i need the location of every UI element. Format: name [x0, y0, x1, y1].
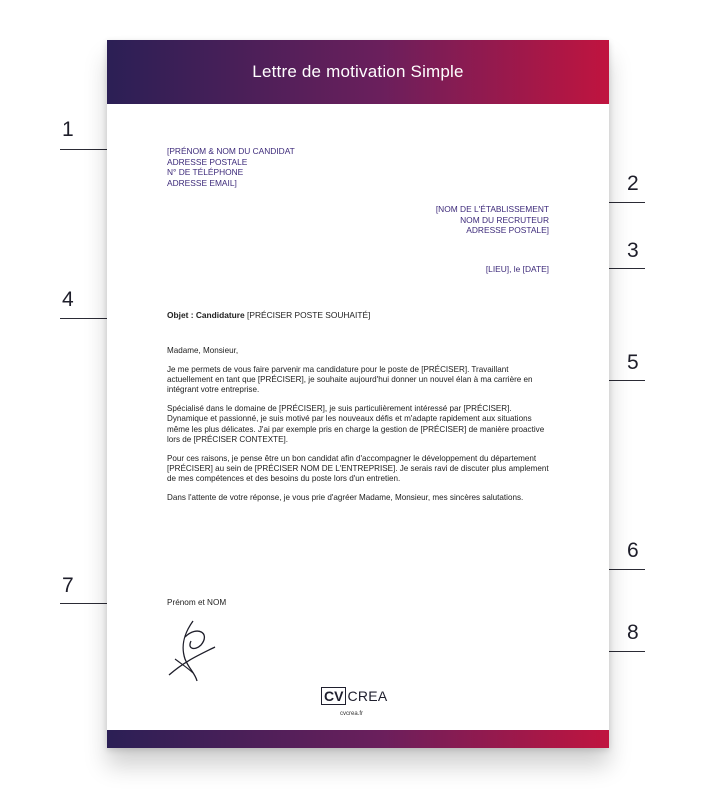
logo-url: cvcrea.fr: [340, 711, 364, 717]
paragraph-1: Je me permets de vous faire parvenir ma candidature pour le poste de [PRÉCISER]. Travaillant actuellement en tant que [PRÉCISER], je souhaite aujourd'hui donner un nouvel élan à ma carrière en intégrant votre entreprise.: [167, 364, 533, 395]
letter-body: [167, 346, 549, 512]
candidate-phone: N° DE TÉLÉPHONE: [167, 167, 244, 178]
logo-text: CREA: [347, 688, 388, 704]
paragraph-3: Pour ces raisons, je pense être un bon candidat afin d'accompagner le développement du département [PRÉCISER] au sein de [PRÉCISER NOM DE L'ENTREPRISE]. Je serais ravi de discuter plus amplement de mes compétences et des besoins du poste lors d'un entretien.: [167, 453, 549, 484]
recipient-company: [NOM DE L'ÉTABLISSEMENT: [435, 204, 549, 214]
letter-footer: [107, 730, 609, 748]
object-label: Objet : Candidature: [167, 310, 245, 320]
callout-6: 6: [627, 539, 639, 562]
recipient-address: ADRESSE POSTALE]: [466, 225, 549, 236]
candidate-address: ADRESSE POSTALE: [167, 156, 248, 167]
letter-header: [107, 40, 609, 104]
object-value: [PRÉCISER POSTE SOUHAITÉ]: [247, 310, 371, 320]
place-date: [LIEU], le [DATE]: [485, 264, 549, 274]
letter-object: [167, 310, 370, 321]
letter-title: Lettre de motivation Simple: [252, 62, 464, 81]
candidate-block: [167, 146, 295, 188]
paragraph-4: Dans l'attente de votre réponse, je vous prie d'agréer Madame, Monsieur, mes sincères salutations.: [167, 493, 524, 503]
candidate-email: ADRESSE EMAIL]: [167, 177, 237, 188]
callout-4: 4: [62, 288, 74, 311]
paragraph-2: Spécialisé dans le domaine de [PRÉCISER], je suis particulièrement intéressé par [PRÉCISER]. Dynamique et passionné, je suis motivé par les nouveaux défis et m'adapte rapidement aux situations même les plus délicates. J'ai par exemple pris en charge la gestion de [PRÉCISER] de manière proactive lors de [PRÉCISER CONTEXTE].: [167, 404, 545, 445]
callout-2: 2: [627, 172, 639, 195]
callout-1: 1: [62, 118, 74, 141]
signature-name: Prénom et NOM: [167, 598, 227, 607]
callout-3: 3: [627, 239, 639, 262]
callout-5: 5: [627, 351, 639, 374]
recipient-block: [436, 204, 549, 236]
logo-box-text: CV: [321, 687, 346, 705]
greeting: Madame, Monsieur,: [167, 346, 239, 355]
callout-8: 8: [627, 621, 639, 644]
signature-icon: [163, 615, 223, 683]
letter-page: [107, 40, 609, 748]
cvcrea-logo: [321, 687, 388, 705]
recipient-recruiter: NOM DU RECRUTEUR: [460, 214, 549, 225]
candidate-name: [PRÉNOM & NOM DU CANDIDAT: [167, 146, 295, 156]
callout-7: 7: [62, 574, 74, 597]
